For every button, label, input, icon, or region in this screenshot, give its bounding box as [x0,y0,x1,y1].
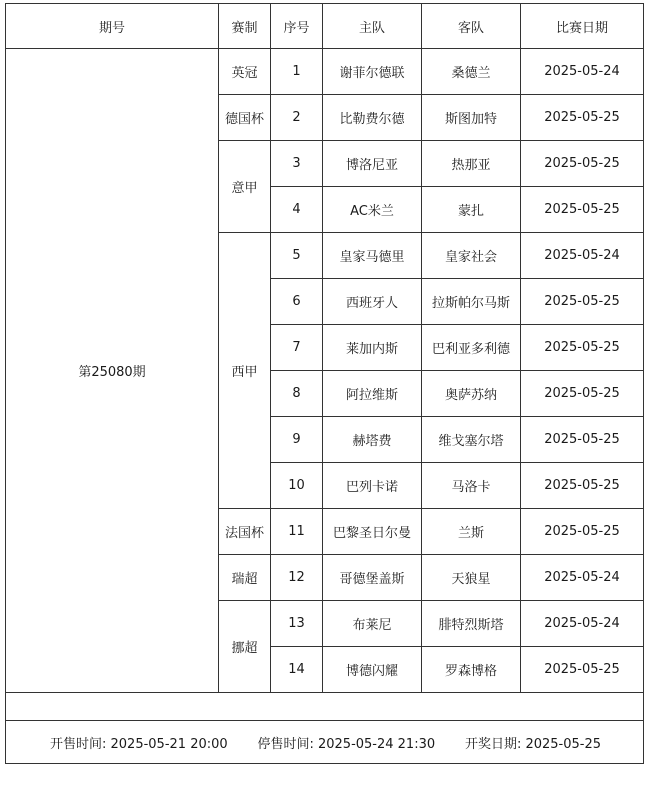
match-date-cell: 2025-05-25 [521,325,644,371]
home-team-cell: 皇家马德里 [323,233,422,279]
sale-end-time: 停售时间: 2025-05-24 21:30 [257,736,436,752]
header-home: 主队 [323,4,422,49]
home-team-cell: 莱加内斯 [323,325,422,371]
home-team-cell: 西班牙人 [323,279,422,325]
match-no-cell: 3 [271,141,323,187]
match-date-cell: 2025-05-25 [521,187,644,233]
match-date-cell: 2025-05-25 [521,95,644,141]
match-rows [6,49,644,693]
match-no-cell: 6 [271,279,323,325]
league-cell: 法国杯 [219,509,271,555]
match-no-cell: 1 [271,49,323,95]
match-row [6,49,644,95]
match-date-cell: 2025-05-25 [521,463,644,509]
league-cell: 西甲 [219,233,271,509]
blank-cell [6,693,644,721]
home-team-cell: AC米兰 [323,187,422,233]
schedule-table [5,3,644,764]
match-date-cell: 2025-05-25 [521,279,644,325]
match-no-cell: 2 [271,95,323,141]
match-date-cell: 2025-05-24 [521,601,644,647]
match-date-cell: 2025-05-24 [521,233,644,279]
header-date: 比赛日期 [521,4,644,49]
period-cell: 第25080期 [6,49,219,693]
match-date-cell: 2025-05-25 [521,141,644,187]
away-team-cell: 斯图加特 [422,95,521,141]
footer-row [6,721,644,764]
away-team-cell: 桑德兰 [422,49,521,95]
match-date-cell: 2025-05-24 [521,555,644,601]
match-no-cell: 11 [271,509,323,555]
match-no-cell: 4 [271,187,323,233]
home-team-cell: 比勒费尔德 [323,95,422,141]
match-date-cell: 2025-05-25 [521,371,644,417]
home-team-cell: 赫塔费 [323,417,422,463]
header-no: 序号 [271,4,323,49]
header-row [6,4,644,49]
home-team-cell: 阿拉维斯 [323,371,422,417]
match-no-cell: 14 [271,647,323,693]
match-no-cell: 8 [271,371,323,417]
away-team-cell: 维戈塞尔塔 [422,417,521,463]
blank-row [6,693,644,721]
footer-cell [6,721,644,764]
league-cell: 挪超 [219,601,271,693]
away-team-cell: 巴利亚多利德 [422,325,521,371]
league-cell: 瑞超 [219,555,271,601]
away-team-cell: 热那亚 [422,141,521,187]
header-period: 期号 [6,4,219,49]
home-team-cell: 博洛尼亚 [323,141,422,187]
league-cell: 英冠 [219,49,271,95]
home-team-cell: 谢菲尔德联 [323,49,422,95]
away-team-cell: 拉斯帕尔马斯 [422,279,521,325]
away-team-cell: 兰斯 [422,509,521,555]
sale-start-time: 开售时间: 2025-05-21 20:00 [50,736,228,752]
home-team-cell: 布莱尼 [323,601,422,647]
match-date-cell: 2025-05-25 [521,509,644,555]
match-date-cell: 2025-05-25 [521,647,644,693]
away-team-cell: 皇家社会 [422,233,521,279]
league-cell: 德国杯 [219,95,271,141]
match-no-cell: 13 [271,601,323,647]
home-team-cell: 巴黎圣日尔曼 [323,509,422,555]
home-team-cell: 哥德堡盖斯 [323,555,422,601]
away-team-cell: 奥萨苏纳 [422,371,521,417]
draw-date: 开奖日期: 2025-05-25 [464,736,601,752]
away-team-cell: 天狼星 [422,555,521,601]
match-no-cell: 9 [271,417,323,463]
away-team-cell: 蒙扎 [422,187,521,233]
match-date-cell: 2025-05-24 [521,49,644,95]
match-no-cell: 5 [271,233,323,279]
away-team-cell: 罗森博格 [422,647,521,693]
header-away: 客队 [422,4,521,49]
match-no-cell: 10 [271,463,323,509]
match-no-cell: 12 [271,555,323,601]
home-team-cell: 巴列卡诺 [323,463,422,509]
match-date-cell: 2025-05-25 [521,417,644,463]
match-no-cell: 7 [271,325,323,371]
footer-info [6,733,643,752]
away-team-cell: 马洛卡 [422,463,521,509]
league-cell: 意甲 [219,141,271,233]
home-team-cell: 博德闪耀 [323,647,422,693]
away-team-cell: 腓特烈斯塔 [422,601,521,647]
header-league: 赛制 [219,4,271,49]
